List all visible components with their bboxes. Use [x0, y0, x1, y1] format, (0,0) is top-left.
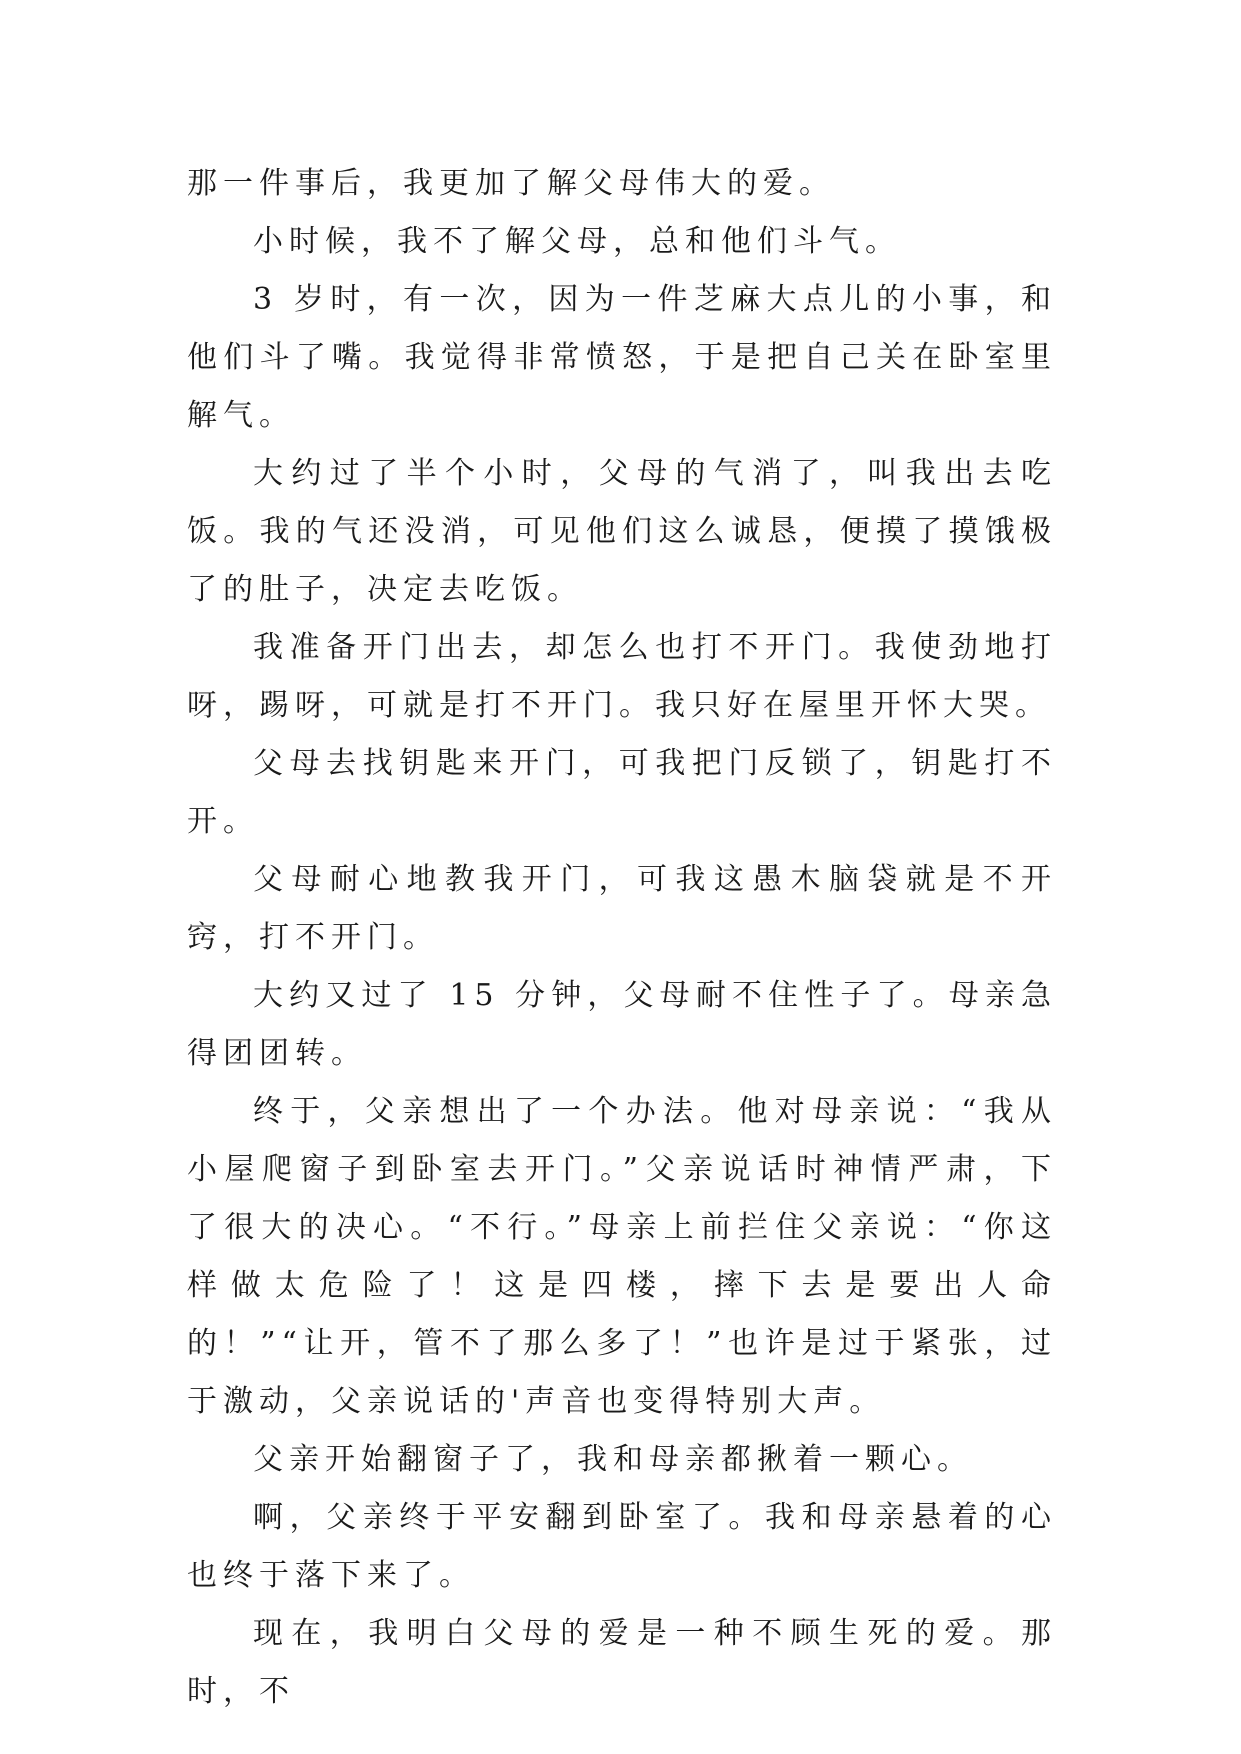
essay-body: [187, 155, 1057, 1721]
paragraph: 那一件事后，我更加了解父母伟大的爱。: [187, 166, 835, 201]
paragraph: 小时候，我不了解父母，总和他们斗气。: [253, 224, 901, 259]
paragraph: 啊，父亲终于平安翻到卧室了。我和母亲悬着的心也终于落下来了。: [187, 1500, 1057, 1593]
paragraph: 大约过了半个小时，父母的气消了，叫我出去吃饭。我的气还没消，可见他们这么诚恳，便摸了摸饿极了的肚子，决定去吃饭。: [187, 456, 1057, 607]
paragraph: 父母耐心地教我开门，可我这愚木脑袋就是不开窍，打不开门。: [187, 862, 1057, 955]
paragraph: 3 岁时，有一次，因为一件芝麻大点儿的小事，和他们斗了嘴。我觉得非常愤怒，于是把自己关在卧室里解气。: [187, 282, 1057, 433]
paragraph: 我准备开门出去，却怎么也打不开门。我使劲地打呀，踢呀，可就是打不开门。我只好在屋里开怀大哭。: [187, 630, 1057, 723]
paragraph: 现在，我明白父母的爱是一种不顾生死的爱。那时，不: [187, 1616, 1057, 1709]
paragraph: 大约又过了 15 分钟，父母耐不住性子了。母亲急得团团转。: [187, 978, 1057, 1071]
paragraph: 终于，父亲想出了一个办法。他对母亲说：“我从小屋爬窗子到卧室去开门。”父亲说话时神情严肃，下了很大的决心。“不行。”母亲上前拦住父亲说：“你这样做太危险了！这是四楼，摔下去是要出人命的！”“让开，管不了那么多了！”也许是过于紧张，过于激动，父亲说话的'声音也变得特别大声。: [187, 1094, 1057, 1419]
paragraph: 父亲开始翻窗子了，我和母亲都揪着一颗心。: [253, 1442, 973, 1477]
paragraph: 父母去找钥匙来开门，可我把门反锁了，钥匙打不开。: [187, 746, 1057, 839]
